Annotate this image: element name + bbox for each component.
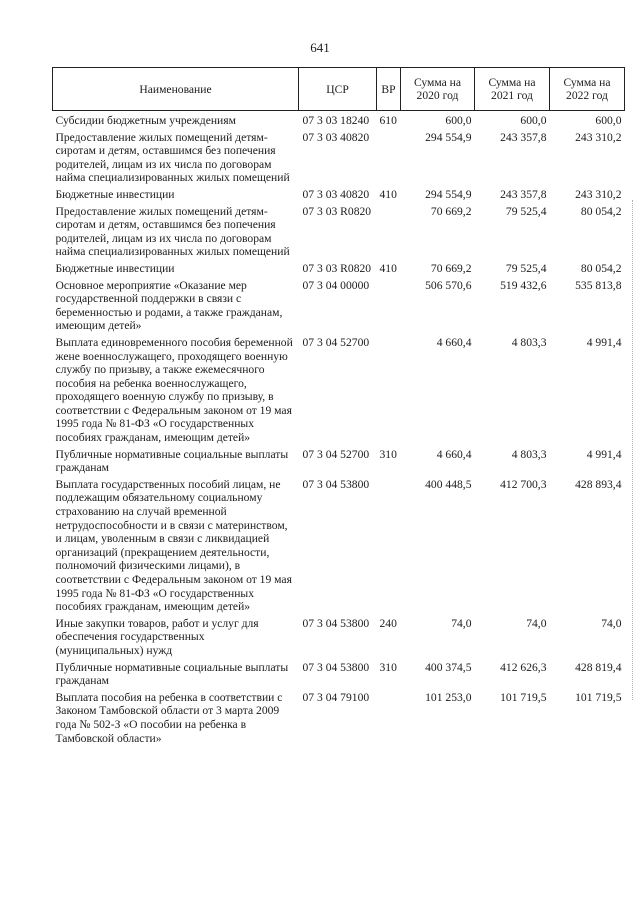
row-sum-2022: 243 310,2 (575, 130, 622, 144)
row-csr: 07 3 03 40820 (302, 187, 370, 201)
row-sum-2020: 74,0 (451, 616, 472, 630)
row-vr: 410 (379, 187, 397, 201)
row-sum-2020: 294 554,9 (425, 187, 472, 201)
table-row (53, 661, 625, 691)
row-sum-2022: 101 719,5 (575, 690, 622, 704)
row-name: Основное мероприятие «Оказание мер государственной поддержки в связи с беременностью и родами, а также гражданам, имеющим детей» (55, 278, 283, 333)
row-csr: 07 3 04 53800 (302, 660, 370, 674)
row-sum-2021: 101 719,5 (500, 690, 547, 704)
row-sum-2020: 600,0 (445, 114, 472, 127)
header-vr: ВР (377, 68, 401, 111)
table-row (53, 188, 625, 205)
row-sum-2021: 412 626,3 (500, 660, 547, 674)
row-sum-2020: 4 660,4 (436, 335, 472, 349)
row-sum-2021: 243 357,8 (500, 130, 547, 144)
row-sum-2021: 243 357,8 (500, 187, 547, 201)
header-csr: ЦСР (299, 68, 377, 111)
row-name: Субсидии бюджетным учреждениям (55, 114, 236, 127)
table-header-row (53, 68, 625, 111)
row-name: Выплата государственных пособий лицам, не подлежащим обязательному социальному страхованию на случай временной нетрудоспособности и в связи с материнством, и лицам, уволенным в связи с ликвидацией организаций (прекращением деятельности, полномочий физическими лицами), в соответствии с Федеральным законом от 19 мая 1995 года № 81-ФЗ «О государственных пособиях гражданам, имеющим детей» (55, 477, 292, 614)
row-csr: 07 3 04 52700 (302, 335, 370, 349)
row-name: Публичные нормативные социальные выплаты гражданам (55, 447, 289, 475)
row-sum-2020: 4 660,4 (436, 447, 472, 461)
row-csr: 07 3 03 R0820 (302, 204, 372, 218)
row-sum-2021: 74,0 (526, 616, 547, 630)
row-sum-2021: 4 803,3 (511, 335, 547, 349)
header-sum-2022: Сумма на 2022 год (550, 68, 625, 111)
page-number: 641 (310, 40, 330, 55)
table-row (53, 336, 625, 448)
row-sum-2021: 79 525,4 (505, 204, 547, 218)
table-row (53, 279, 625, 336)
row-sum-2020: 70 669,2 (430, 261, 472, 275)
row-name: Выплата пособия на ребенка в соответствии с Законом Тамбовской области от 3 марта 2009 года № 502-З «О пособии на ребенка в Тамбовской области» (55, 690, 283, 745)
table-row (53, 691, 625, 748)
row-vr: 410 (379, 261, 397, 275)
row-csr: 07 3 04 79100 (302, 690, 370, 704)
row-csr: 07 3 04 00000 (302, 278, 370, 292)
row-name: Бюджетные инвестиции (55, 187, 175, 201)
budget-table (52, 67, 625, 748)
row-sum-2022: 600,0 (595, 114, 622, 127)
row-csr: 07 3 03 40820 (302, 130, 370, 144)
row-sum-2020: 400 448,5 (425, 477, 472, 491)
table-row (53, 114, 625, 131)
row-csr: 07 3 03 R0820 (302, 261, 372, 275)
header-sum-2020: Сумма на 2020 год (401, 68, 475, 111)
header-name: Наименование (53, 68, 299, 111)
row-vr: 240 (379, 616, 397, 630)
row-sum-2020: 506 570,6 (425, 278, 472, 292)
row-vr (377, 691, 401, 748)
row-sum-2020: 70 669,2 (430, 204, 472, 218)
row-vr (377, 131, 401, 188)
row-sum-2022: 74,0 (601, 616, 622, 630)
row-name: Выплата единовременного пособия беременной жене военнослужащего, проходящего военную службу по призыву, а также ежемесячного пособия на ребенка военнослужащего, проходящего военную службу по призыву, в соответствии с Федеральным законом от 19 мая 1995 года № 81-ФЗ «О государственных пособиях гражданам, имеющим детей» (55, 335, 293, 445)
row-sum-2022: 4 991,4 (586, 447, 622, 461)
table-row (53, 262, 625, 279)
row-name: Иные закупки товаров, работ и услуг для обеспечения государственных (муниципальных) нужд (55, 616, 259, 657)
header-sum-2021: Сумма на 2021 год (475, 68, 550, 111)
table-row (53, 448, 625, 478)
row-sum-2021: 600,0 (520, 114, 547, 127)
row-sum-2021: 79 525,4 (505, 261, 547, 275)
row-vr (377, 336, 401, 448)
row-vr: 310 (379, 447, 397, 461)
table-body (53, 111, 625, 749)
row-csr: 07 3 03 18240 (302, 114, 370, 127)
row-sum-2022: 535 813,8 (575, 278, 622, 292)
row-sum-2020: 294 554,9 (425, 130, 472, 144)
row-name: Бюджетные инвестиции (55, 261, 175, 275)
row-sum-2022: 428 819,4 (575, 660, 622, 674)
row-sum-2021: 412 700,3 (500, 477, 547, 491)
row-sum-2022: 243 310,2 (575, 187, 622, 201)
row-vr (377, 205, 401, 262)
row-vr (377, 478, 401, 617)
row-sum-2021: 4 803,3 (511, 447, 547, 461)
table-row (53, 131, 625, 188)
row-csr: 07 3 04 53800 (302, 616, 370, 630)
row-sum-2020: 101 253,0 (425, 690, 472, 704)
row-sum-2021: 519 432,6 (500, 278, 547, 292)
row-csr: 07 3 04 53800 (302, 477, 370, 491)
row-sum-2020: 400 374,5 (425, 660, 472, 674)
row-sum-2022: 80 054,2 (580, 261, 622, 275)
row-name: Предоставление жилых помещений детям-сиротам и детям, оставшимся без попечения родителей, лицам из их числа по договорам найма специализированных жилых помещений (55, 204, 290, 259)
table-row (53, 478, 625, 617)
row-name: Публичные нормативные социальные выплаты гражданам (55, 660, 289, 688)
row-sum-2022: 428 893,4 (575, 477, 622, 491)
row-vr: 610 (379, 114, 397, 127)
row-csr: 07 3 04 52700 (302, 447, 370, 461)
row-sum-2022: 4 991,4 (586, 335, 622, 349)
row-sum-2022: 80 054,2 (580, 204, 622, 218)
row-vr (377, 279, 401, 336)
row-vr: 310 (379, 660, 397, 674)
row-name: Предоставление жилых помещений детям-сиротам и детям, оставшимся без попечения родителей, лицам из их числа по договорам найма специализированных жилых помещений (55, 130, 290, 185)
table-row (53, 205, 625, 262)
table-row (53, 617, 625, 661)
scan-edge-mark (632, 200, 635, 700)
